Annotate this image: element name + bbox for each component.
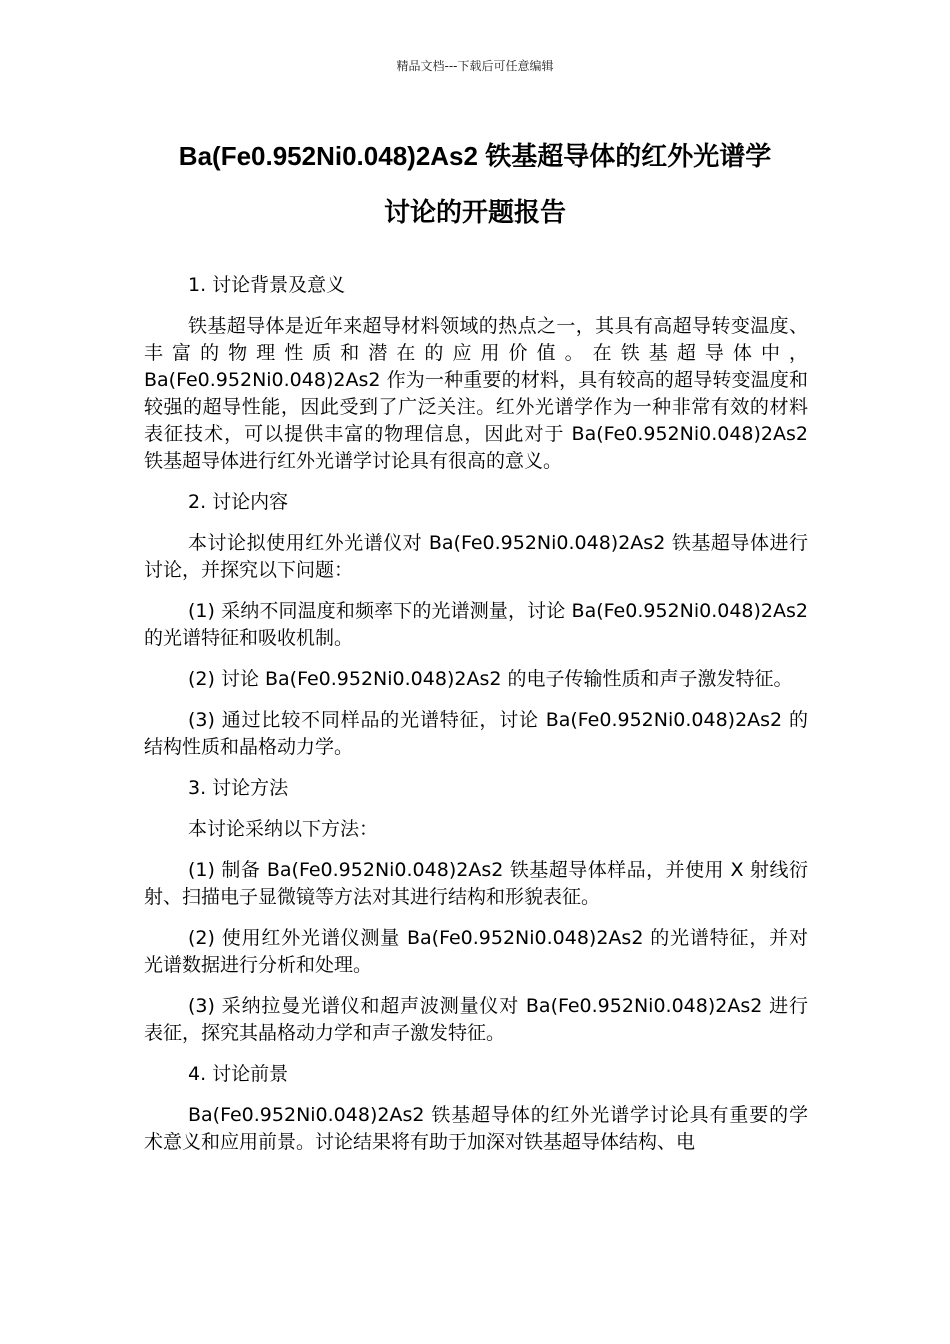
section-heading-background: 1. 讨论背景及意义 bbox=[188, 274, 346, 296]
paragraph-method-item-1: (1) 制备 Ba(Fe0.952Ni0.048)2As2 铁基超导体样品，并使用 X 射线衍射、扫描电子显微镜等方法对其进行结构和形貌表征。 bbox=[144, 859, 808, 908]
paragraph-prospect: Ba(Fe0.952Ni0.048)2As2 铁基超导体的红外光谱学讨论具有重要的学术意义和应用前景。讨论结果将有助于加深对铁基超导体结构、电 bbox=[144, 1104, 808, 1153]
section-heading-content: 2. 讨论内容 bbox=[188, 491, 289, 513]
section-heading-method: 3. 讨论方法 bbox=[188, 777, 289, 799]
header-note: 精品文档---下载后可任意编辑 bbox=[396, 59, 554, 73]
paragraph-content-item-1: (1) 采纳不同温度和频率下的光谱测量，讨论 Ba(Fe0.952Ni0.048)2As2 的光谱特征和吸收机制。 bbox=[144, 600, 808, 649]
document-body bbox=[144, 272, 808, 1170]
paragraph-content-intro: 本讨论拟使用红外光谱仪对 Ba(Fe0.952Ni0.048)2As2 铁基超导体进行讨论，并探究以下问题： bbox=[144, 532, 808, 581]
document-title-line-1: Ba(Fe0.952Ni0.048)2As2 铁基超导体的红外光谱学 bbox=[178, 141, 772, 171]
paragraph-content-item-2: (2) 讨论 Ba(Fe0.952Ni0.048)2As2 的电子传输性质和声子激发特征。 bbox=[188, 668, 793, 690]
section-heading-prospect: 4. 讨论前景 bbox=[188, 1063, 289, 1085]
paragraph-background: 铁基超导体是近年来超导材料领域的热点之一，其具有高超导转变温度、丰富的物理性质和潜在的应用价值。在铁基超导体中，Ba(Fe0.952Ni0.048)2As2 作为一种重要的材料，具有较高的超导转变温度和较强的超导性能，因此受到了广泛关注。红外光谱学作为一种非常有效的材料表征技术，可以提供丰富的物理信息，因此对于 Ba(Fe0.952Ni0.048)2As2 铁基超导体进行红外光谱学讨论具有很高的意义。 bbox=[144, 315, 808, 472]
document-title-line-2: 讨论的开题报告 bbox=[383, 197, 566, 227]
paragraph-method-intro: 本讨论采纳以下方法： bbox=[188, 818, 379, 840]
paragraph-method-item-2: (2) 使用红外光谱仪测量 Ba(Fe0.952Ni0.048)2As2 的光谱特征，并对光谱数据进行分析和处理。 bbox=[144, 927, 808, 976]
paragraph-content-item-3: (3) 通过比较不同样品的光谱特征，讨论 Ba(Fe0.952Ni0.048)2As2 的结构性质和晶格动力学。 bbox=[144, 709, 808, 758]
paragraph-method-item-3: (3) 采纳拉曼光谱仪和超声波测量仪对 Ba(Fe0.952Ni0.048)2As2 进行表征，探究其晶格动力学和声子激发特征。 bbox=[144, 995, 808, 1044]
